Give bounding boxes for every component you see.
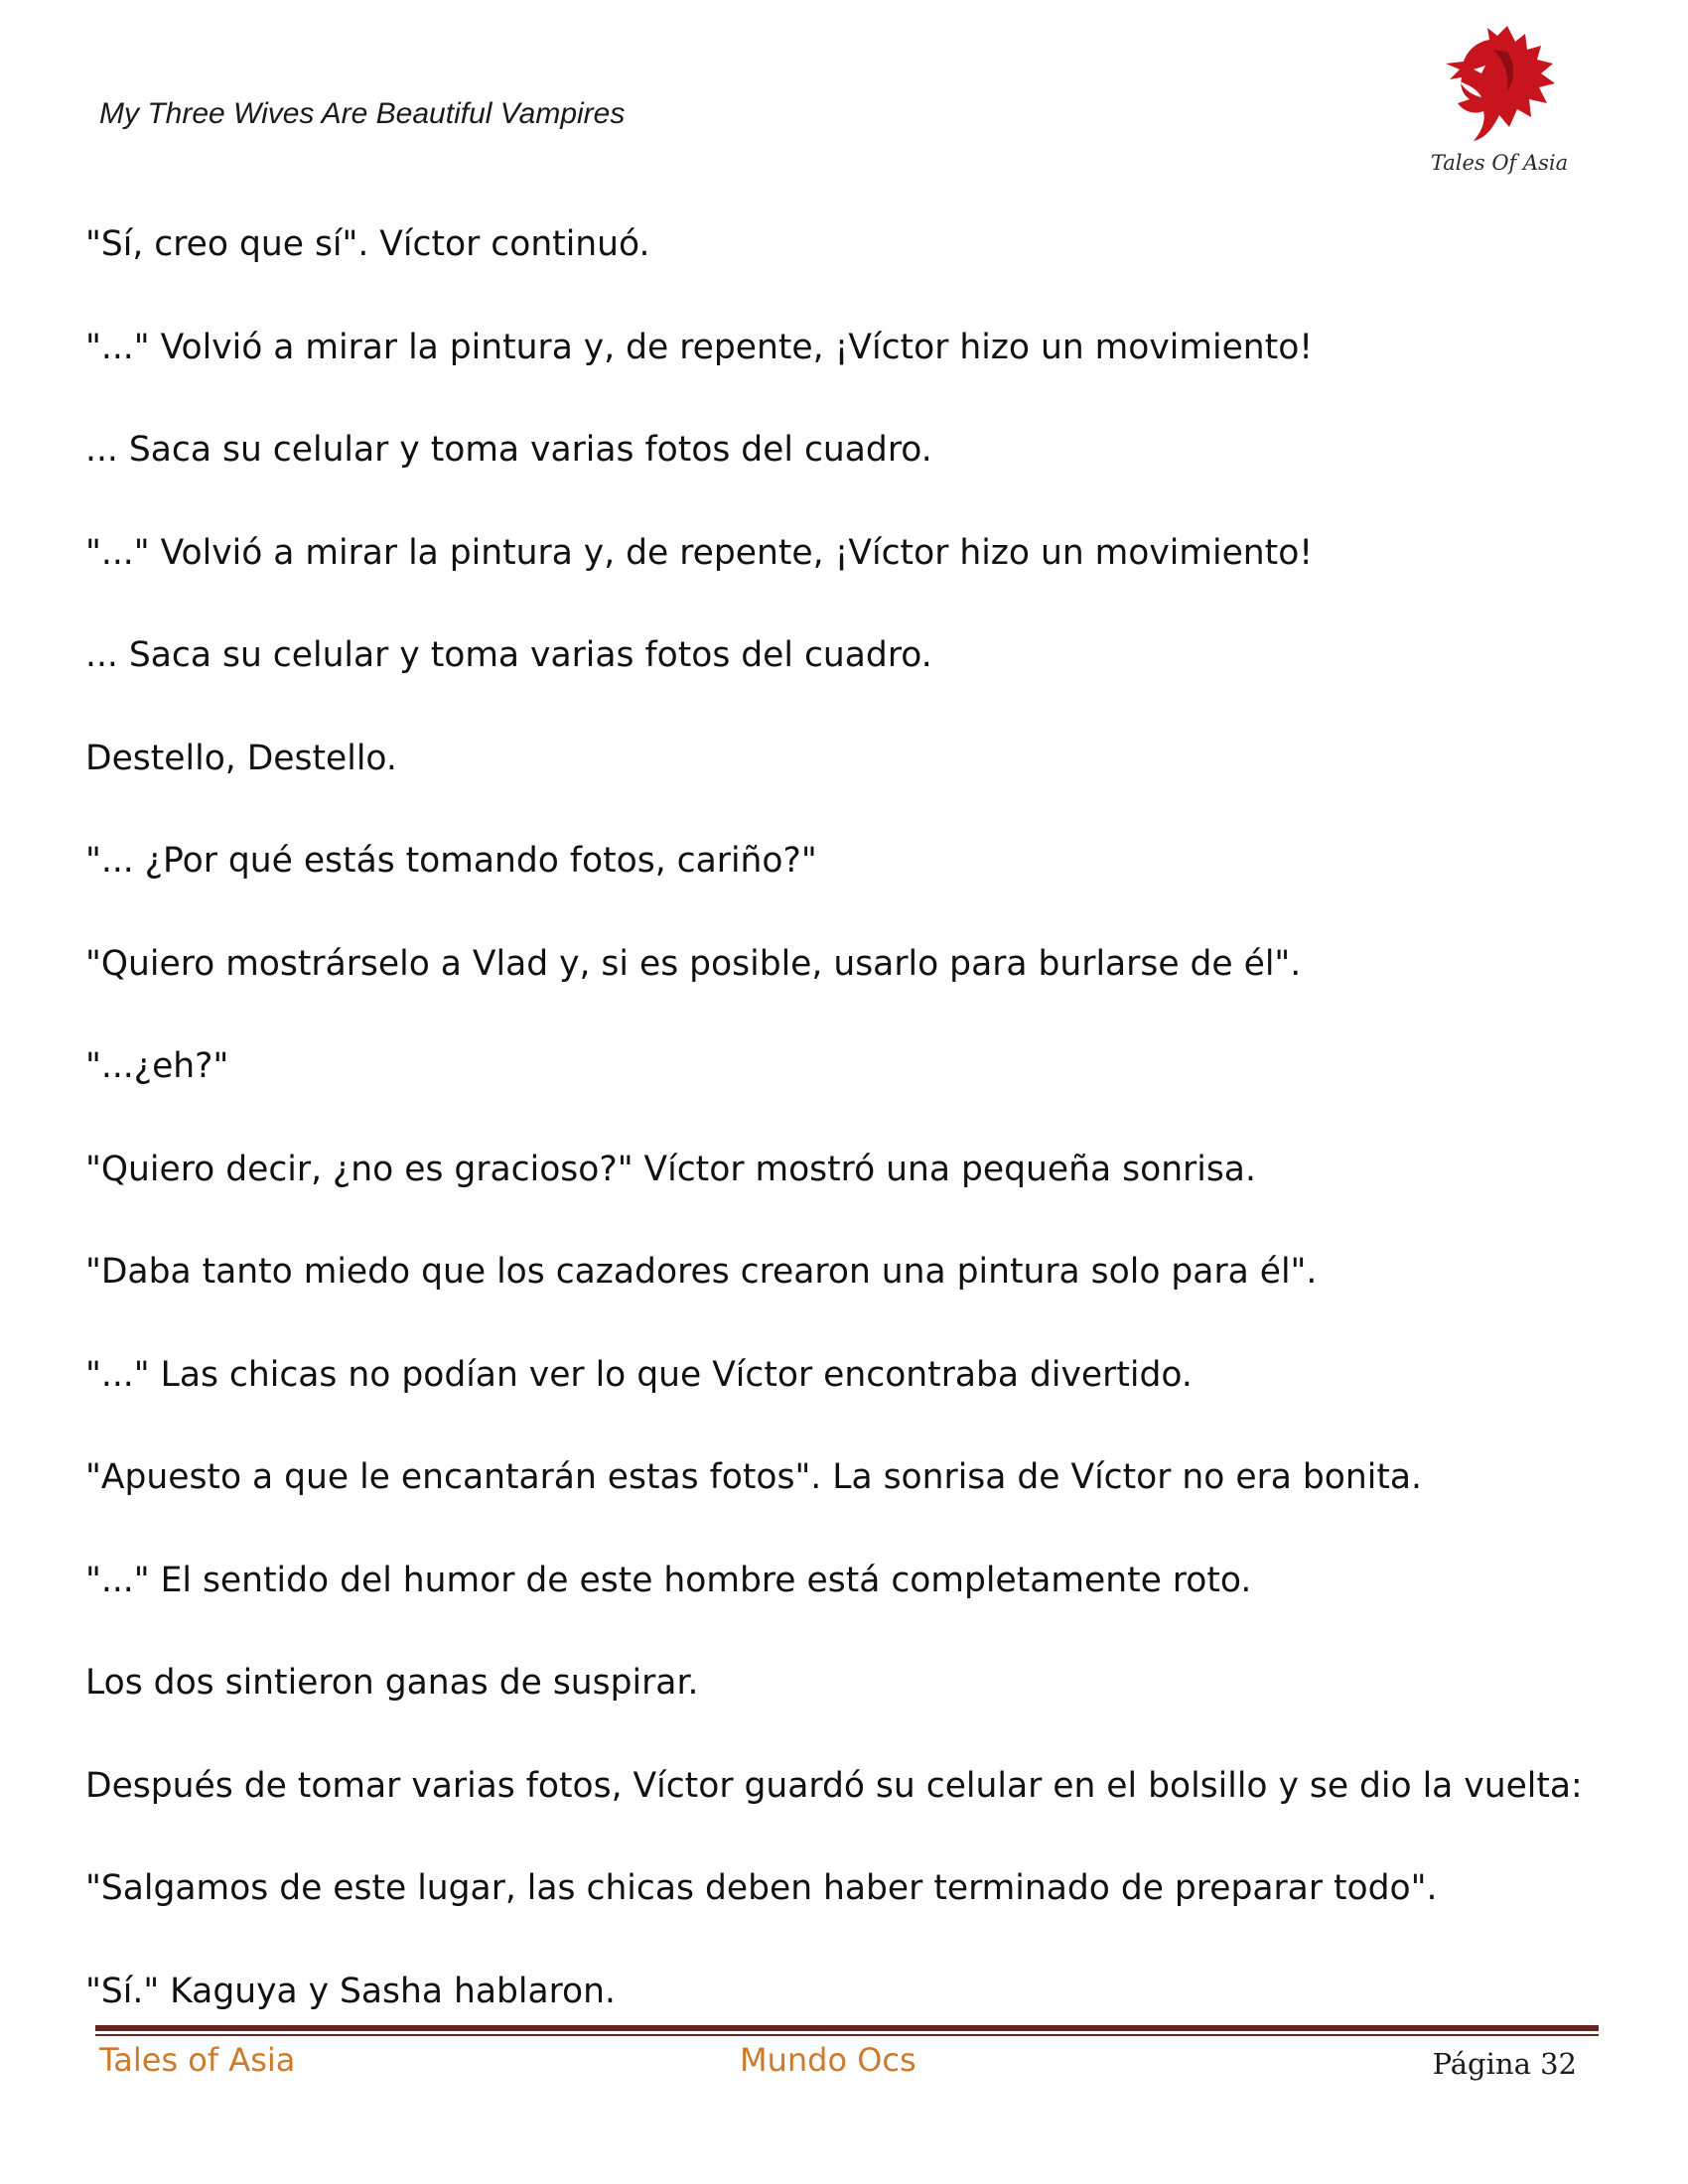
footer-site-name: Tales of Asia <box>99 2041 296 2079</box>
paragraph: "Quiero decir, ¿no es gracioso?" Víctor mostró una pequeña sonrisa. <box>85 1149 1256 1189</box>
paragraph: "... ¿Por qué estás tomando fotos, cariño?" <box>85 841 817 881</box>
paragraph: Después de tomar varias fotos, Víctor guardó su celular en el bolsillo y se dio la vuelta: <box>85 1765 1583 1806</box>
dragon-logo-icon <box>1430 20 1569 154</box>
paragraph: "..." El sentido del humor de este hombre está completamente roto. <box>85 1560 1252 1600</box>
paragraph: Destello, Destello. <box>85 738 397 778</box>
header-book-title: My Three Wives Are Beautiful Vampires <box>99 97 626 130</box>
paragraph: "..." Volvió a mirar la pintura y, de repente, ¡Víctor hizo un movimiento! <box>85 327 1314 367</box>
logo-text: Tales Of Asia <box>1430 151 1569 175</box>
footer-section-name: Mundo Ocs <box>740 2041 916 2079</box>
footer-rule <box>95 2025 1599 2031</box>
paragraph: ... Saca su celular y toma varias fotos del cuadro. <box>85 430 932 470</box>
chapter-body <box>85 224 1595 2074</box>
paragraph: ... Saca su celular y toma varias fotos del cuadro. <box>85 635 932 675</box>
paragraph: "Daba tanto miedo que los cazadores crearon una pintura solo para él". <box>85 1252 1318 1292</box>
tales-of-asia-logo <box>1430 20 1569 184</box>
paragraph: "Sí." Kaguya y Sasha hablaron. <box>85 1971 616 2011</box>
paragraph: "Quiero mostrárselo a Vlad y, si es posible, usarlo para burlarse de él". <box>85 943 1302 984</box>
page-number: Página 32 <box>1432 2047 1577 2081</box>
paragraph: "..." Volvió a mirar la pintura y, de repente, ¡Víctor hizo un movimiento! <box>85 532 1314 573</box>
paragraph: "Salgamos de este lugar, las chicas deben haber terminado de preparar todo". <box>85 1868 1438 1908</box>
footer-rule-thin <box>95 2034 1599 2036</box>
paragraph: "Apuesto a que le encantarán estas fotos". La sonrisa de Víctor no era bonita. <box>85 1457 1422 1497</box>
paragraph: "Sí, creo que sí". Víctor continuó. <box>85 224 650 264</box>
paragraph: Los dos sintieron ganas de suspirar. <box>85 1663 699 1703</box>
paragraph: "..." Las chicas no podían ver lo que Víctor encontraba divertido. <box>85 1354 1193 1395</box>
paragraph: "...¿eh?" <box>85 1046 229 1086</box>
